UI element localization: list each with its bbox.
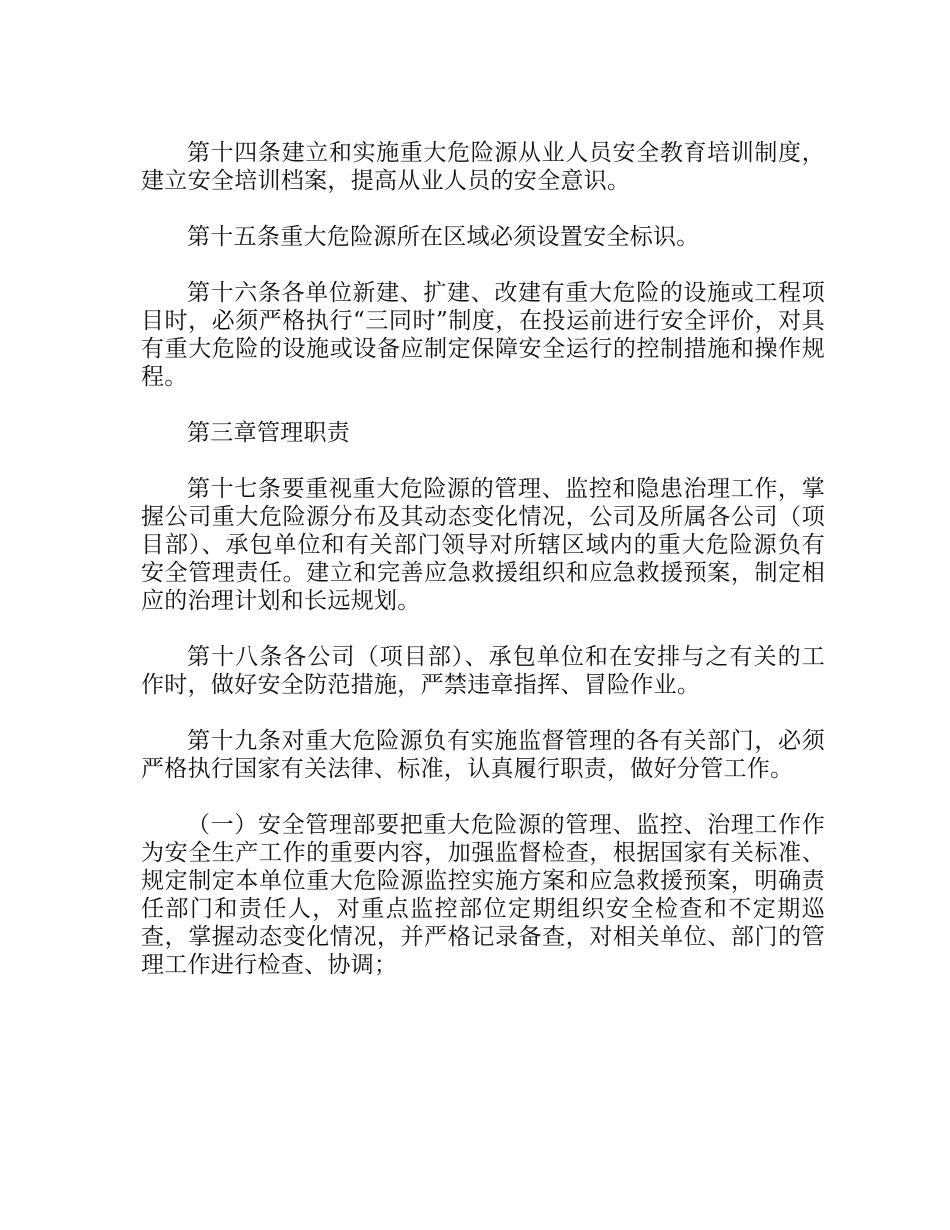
article-19-paragraph: 第十九条对重大危险源负有实施监督管理的各有关部门，必须严格执行国家有关法律、标准，认真履行职责，做好分管工作。 xyxy=(141,728,825,782)
article-14-paragraph: 第十四条建立和实施重大危险源从业人员安全教育培训制度，建立安全培训档案，提高从业人员的安全意识。 xyxy=(141,140,825,194)
document-body xyxy=(141,139,825,1007)
article-16-paragraph: 第十六条各单位新建、扩建、改建有重大危险的设施或工程项目时，必须严格执行“三同时”制度，在投运前进行安全评价，对具有重大危险的设施或设备应制定保障安全运行的控制措施和操作规程。 xyxy=(141,280,825,390)
article-18-paragraph: 第十八条各公司（项目部）、承包单位和在安排与之有关的工作时，做好安全防范措施，严禁违章指挥、冒险作业。 xyxy=(141,644,825,698)
article-17-paragraph: 第十七条要重视重大危险源的管理、监控和隐患治理工作，掌握公司重大危险源分布及其动态变化情况，公司及所属各公司（项目部）、承包单位和有关部门领导对所辖区域内的重大危险源负有安全管理责任。建立和完善应急救援组织和应急救援预案，制定相应的治理计划和长远规划。 xyxy=(141,476,825,614)
article-19-item-1-paragraph: （一）安全管理部要把重大危险源的管理、监控、治理工作作为安全生产工作的重要内容，加强监督检查，根据国家有关标准、规定制定本单位重大危险源监控实施方案和应急救援预案，明确责任部门和责任人，对重点监控部位定期组织安全检查和不定期巡查，掌握动态变化情况，并严格记录备查，对相关单位、部门的管理工作进行检查、协调； xyxy=(141,812,825,978)
chapter-3-heading: 第三章管理职责 xyxy=(187,420,351,446)
article-15-paragraph: 第十五条重大危险源所在区域必须设置安全标识。 xyxy=(187,224,700,250)
